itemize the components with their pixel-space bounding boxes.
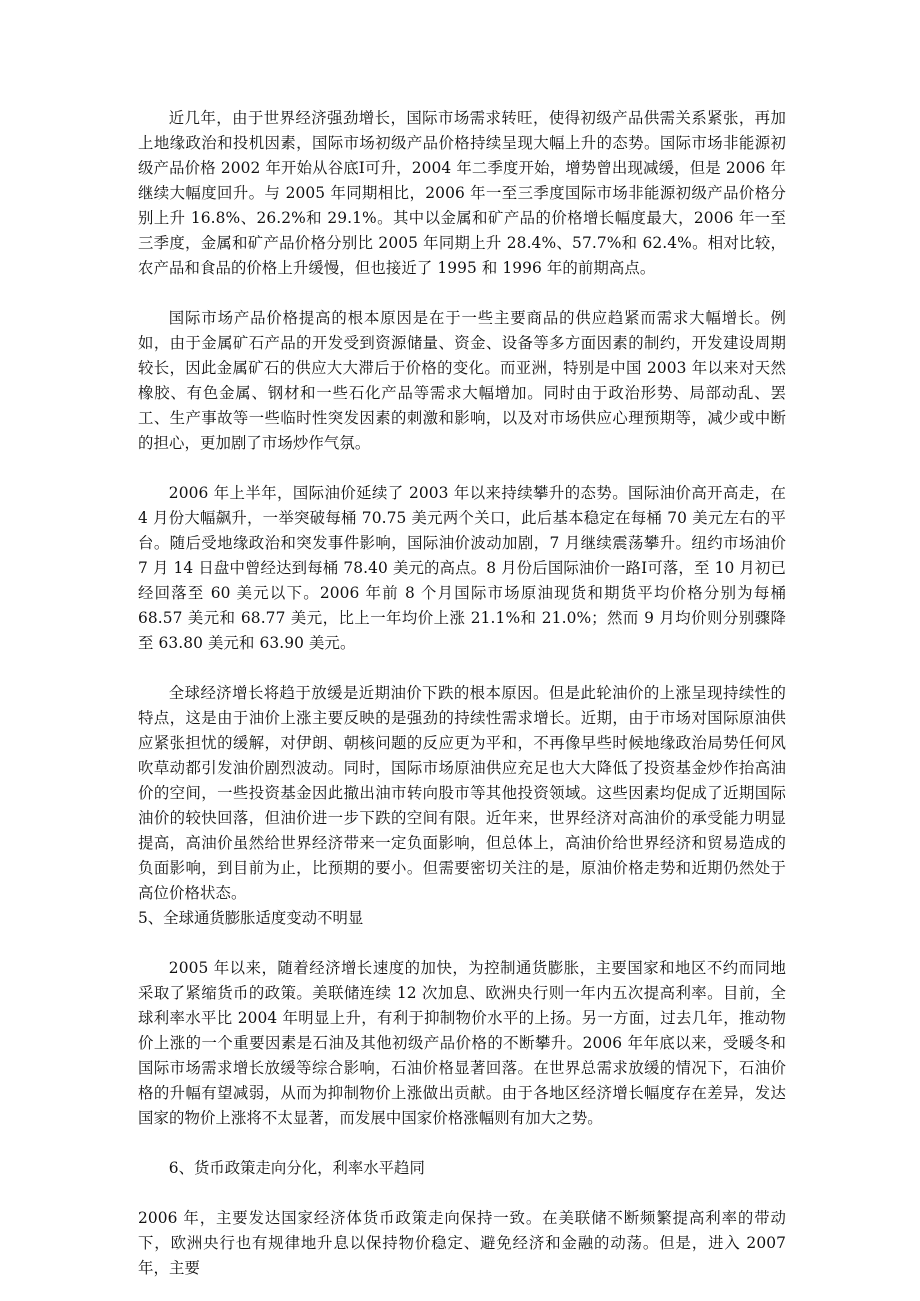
document-page	[138, 106, 786, 1281]
paragraph-inflation: 2005 年以来，随着经济增长速度的加快，为控制通货膨胀，主要国家和地区不约而同地采取了紧缩货币的政策。美联储连续 12 次加息、欧洲央行则一年内五次提高利率。目前，全球利率水平比 2004 年明显上升，有利于抑制物价水平的上扬。另一方面，过去几年，推动物价上涨的一个重要因素是石油及其他初级产品价格的不断攀升。2006 年年底以来，受暖冬和国际市场需求增长放缓等综合影响，石油价格显著回落。在世界总需求放缓的情况下，石油价格的升幅有望减弱，从而为抑制物价上涨做出贡献。由于各地区经济增长幅度存在差异，发达国家的物价上涨将不太显著，而发展中国家价格涨幅则有加大之势。	[138, 959, 786, 1127]
paragraph-gap	[138, 281, 786, 306]
paragraph-oil-decline-causes: 全球经济增长将趋于放缓是近期油价下跌的根本原因。但是此轮油价的上涨呈现持续性的特点，这是由于油价上涨主要反映的是强劲的持续性需求增长。近期，由于市场对国际原油供应紧张担忧的缓解，对伊朗、朝核问题的反应更为平和，不再像早些时候地缘政治局势任何风吹草动都引发油价剧烈波动。同时，国际市场原油供应充足也大大降低了投资基金炒作抬高油价的空间，一些投资基金因此撤出油市转向股市等其他投资领域。这些因素均促成了近期国际油价的较快回落，但油价进一步下跌的空间有限。近年来，世界经济对高油价的承受能力明显提高，高油价虽然给世界经济带来一定负面影响，但总体上，高油价给世界经济和贸易造成的负面影响，到目前为止，比预期的要小。但需要密切关注的是，原油价格走势和近期仍然处于高位价格状态。	[138, 684, 786, 902]
paragraph-monetary-policy: 2006 年，主要发达国家经济体货币政策走向保持一致。在美联储不断频繁提高利率的带动下，欧洲央行也有规律地升息以保持物价稳定、避免经济和金融的动荡。但是，进入 2007 年，主要	[138, 1209, 786, 1277]
paragraph-gap	[138, 456, 786, 481]
paragraph-price-causes: 国际市场产品价格提高的根本原因是在于一些主要商品的供应趋紧而需求大幅增长。例如，由于金属矿石产品的开发受到资源储量、资金、设备等多方面因素的制约，开发建设周期较长，因此金属矿石的供应大大滞后于价格的变化。而亚洲，特别是中国 2003 年以来对天然橡胶、有色金属、钢材和一些石化产品等需求大幅增加。同时由于政治形势、局部动乱、罢工、生产事故等一些临时性突发因素的刺激和影响，以及对市场供应心理预期等，减少或中断的担心，更加剧了市场炒作气氛。	[138, 309, 786, 452]
paragraph-oil-price-2006: 2006 年上半年，国际油价延续了 2003 年以来持续攀升的态势。国际油价高开高走，在 4 月份大幅飙升，一举突破每桶 70.75 美元两个关口，此后基本稳定在每桶 70 美元左右的平台。随后受地缘政治和突发事件影响，国际油价波动加剧，7 月继续震荡攀升。纽约市场油价 7 月 14 日盘中曾经达到每桶 78.40 美元的高点。8 月份后国际油价一路Ⅰ可落，至 10 月初已经回落至 60 美元以下。2006 年前 8 个月国际市场原油现货和期货平均价格分别为每桶 68.57 美元和 68.77 美元，比上一年均价上涨 21.1%和 21.0%；然而 9 月均价则分别骤降至 63.80 美元和 63.90 美元。	[138, 484, 786, 652]
paragraph-gap	[138, 931, 786, 956]
paragraph-gap	[138, 656, 786, 681]
paragraph-gap	[138, 1131, 786, 1156]
section-heading-inflation: 5、全球通货膨胀适度变动不明显	[138, 909, 364, 927]
paragraph-primary-commodity-prices: 近几年，由于世界经济强劲增长，国际市场需求转旺，使得初级产品供需关系紧张，再加上地缘政治和投机因素，国际市场初级产品价格持续呈现大幅上升的态势。国际市场非能源初级产品价格 2002 年开始从谷底Ⅰ可升，2004 年二季度开始，增势曾出现减缓，但是 2006 年继续大幅度回升。与 2005 年同期相比，2006 年一至三季度国际市场非能源初级产品价格分别上升 16.8%、26.2%和 29.1%。其中以金属和矿产品的价格增长幅度最大，2006 年一至三季度，金属和矿产品价格分别比 2005 年同期上升 28.4%、57.7%和 62.4%。相对比较，农产品和食品的价格上升缓慢，但也接近了 1995 和 1996 年的前期高点。	[138, 109, 786, 277]
section-heading-monetary-policy: 6、货币政策走向分化，利率水平趋同	[168, 1159, 425, 1177]
paragraph-gap	[138, 1181, 786, 1206]
